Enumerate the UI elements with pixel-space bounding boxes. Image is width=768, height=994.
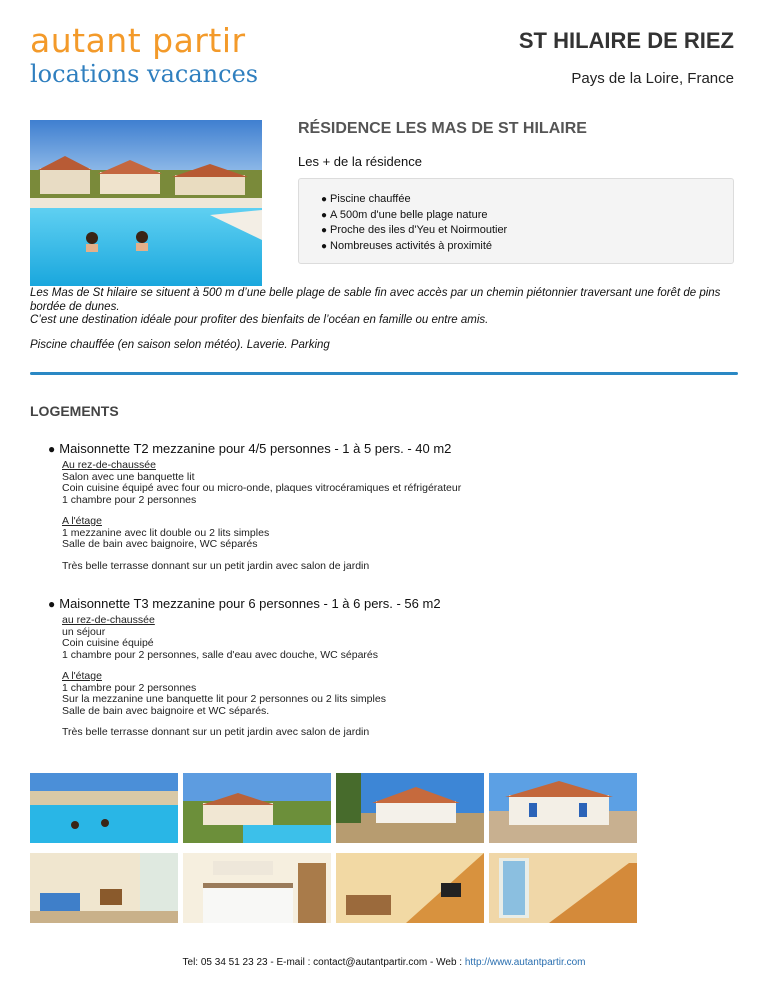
gallery-photo-staircase [336, 853, 484, 923]
floor-line: Coin cuisine équipé [62, 637, 154, 649]
destination-region: Pays de la Loire, France [571, 70, 734, 87]
floor-line: un séjour [62, 625, 106, 638]
floor-line: 1 mezzanine avec lit double ou 2 lits simples [62, 526, 270, 539]
floor-title: A l'étage [62, 515, 102, 527]
gallery-photo-living-room [30, 853, 178, 923]
website-link[interactable]: http://www.autantpartir.com [464, 957, 586, 968]
brand-logo [30, 22, 258, 87]
gallery-photo-houses-pool [183, 773, 331, 843]
floor-title: Au rez-de-chaussée [62, 459, 156, 471]
floor-line: Sur la mezzanine une banquette lit pour 2 personnes ou 2 lits simples [62, 693, 386, 705]
highlights-box [298, 178, 734, 264]
gallery-photo-pool [30, 773, 178, 843]
floor-line: Salle de bain avec baignoire, WC séparés [62, 538, 258, 550]
unit-note: Très belle terrasse donnant sur un petit jardin avec salon de jardin [62, 726, 370, 738]
section-divider [30, 372, 738, 375]
ground-floor-block [62, 460, 461, 506]
gallery-photo-white-house [336, 773, 484, 843]
highlight-item: ● Nombreuses activités à proximité [321, 239, 733, 255]
floor-title: au rez-de-chaussée [62, 614, 155, 626]
floor-line: Coin cuisine équipé avec four ou micro-onde, plaques vitrocéramiques et réfrigérateur [62, 482, 462, 494]
floor-line: Salon avec une banquette lit [62, 470, 195, 483]
residence-description [30, 287, 740, 352]
highlight-item: ● Proche des iles d'Yeu et Noirmoutier [321, 223, 733, 239]
floor-title: A l'étage [62, 670, 102, 682]
ground-floor-block [62, 615, 441, 661]
gallery-photo-kitchen [183, 853, 331, 923]
logo-text-top: autant partir [30, 21, 246, 60]
logo-text-bottom: locations vacances [30, 60, 259, 88]
floor-line: 1 chambre pour 2 personnes, salle d'eau avec douche, WC séparés [62, 648, 379, 661]
floor-line: 1 chambre pour 2 personnes [62, 493, 197, 506]
unit-heading: ● Maisonnette T3 mezzanine pour 6 personnes - 1 à 6 pers. - 56 m2 [48, 596, 441, 611]
highlights-list [321, 192, 733, 254]
amenities-text: Piscine chauffée (en saison selon météo). Laverie. Parking [30, 338, 330, 351]
upper-floor-block [62, 671, 441, 717]
floor-line: Salle de bain avec baignoire et WC séparés. [62, 704, 270, 717]
contact-footer [0, 957, 768, 968]
description-paragraph: C’est une destination idéale pour profiter des bienfaits de l’océan en famille ou entre amis. [30, 314, 489, 326]
unit-details [62, 615, 441, 739]
residence-title: RÉSIDENCE LES MAS DE ST HILAIRE [298, 120, 587, 137]
contact-text: Tel: 05 34 51 23 23 - E-mail : contact@autantpartir.com - Web : [182, 957, 465, 968]
unit-heading: ● Maisonnette T2 mezzanine pour 4/5 personnes - 1 à 5 pers. - 40 m2 [48, 441, 461, 456]
description-paragraph: Les Mas de St hilaire se situent à 500 m d’une belle plage de sable fin avec accès par un chemin piétonnier traversant une forêt de pins bordée de dunes. [30, 287, 721, 313]
logements-title: LOGEMENTS [30, 403, 119, 419]
unit-t2 [48, 441, 461, 572]
highlight-item: ● Piscine chauffée [321, 192, 733, 208]
unit-note: Très belle terrasse donnant sur un petit jardin avec salon de jardin [62, 559, 370, 572]
destination-title: ST HILAIRE DE RIEZ [518, 28, 734, 53]
highlight-item: ● A 500m d'une belle plage nature [321, 208, 733, 224]
floor-line: 1 chambre pour 2 personnes [62, 681, 197, 694]
gallery-photo-mezzanine [489, 853, 637, 923]
unit-t3 [48, 596, 441, 739]
residence-plus-label: Les + de la résidence [298, 154, 422, 169]
upper-floor-block [62, 516, 461, 551]
destination-header [519, 28, 734, 87]
unit-details [62, 460, 461, 572]
gallery-photo-terrace-house [489, 773, 637, 843]
hero-pool-photo [30, 120, 262, 286]
